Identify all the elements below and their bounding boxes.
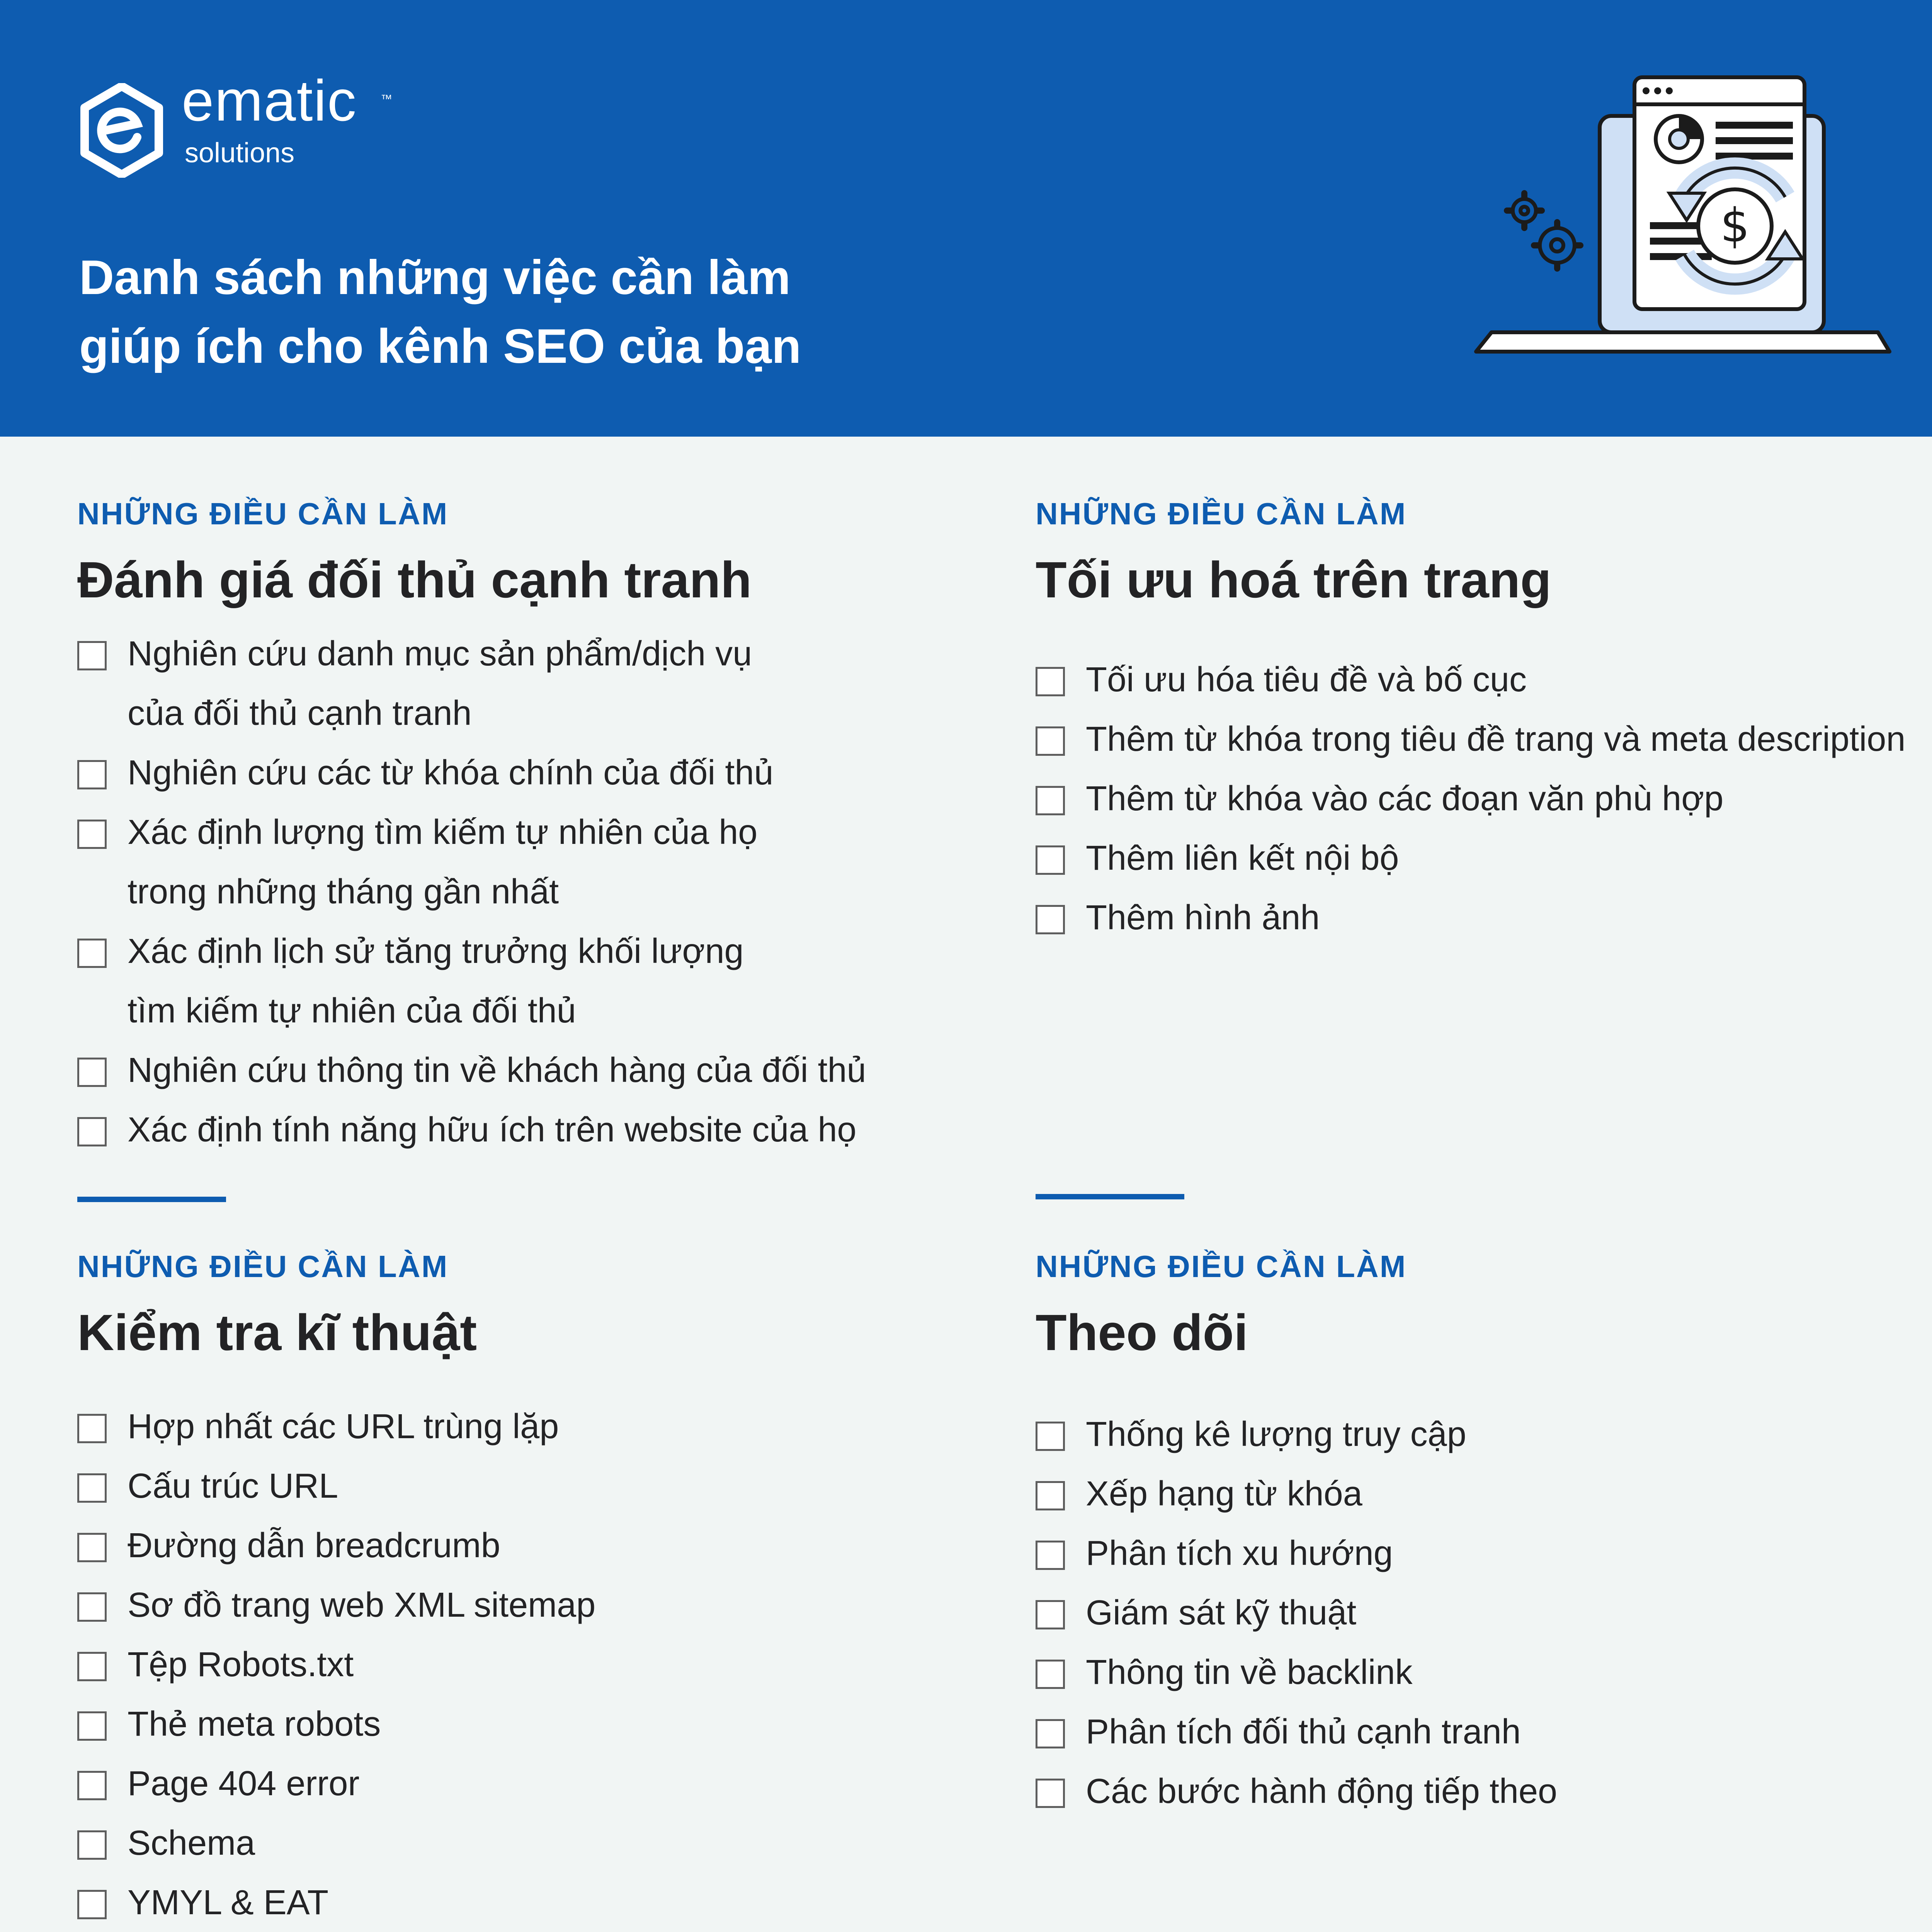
checkbox[interactable]	[77, 1414, 107, 1443]
checkbox[interactable]	[77, 1117, 107, 1146]
section-monitoring	[1036, 1251, 1557, 1821]
section-divider	[1036, 1194, 1184, 1199]
checkbox[interactable]	[77, 760, 107, 789]
checklist-item: Hợp nhất các URL trùng lặp	[77, 1397, 673, 1456]
section-title: Tối ưu hoá trên trang	[1036, 551, 1551, 608]
checklist-item: Page 404 error	[77, 1754, 673, 1813]
checkbox[interactable]	[77, 1890, 107, 1919]
checkbox[interactable]	[1036, 1779, 1065, 1808]
checklist-item: Xếp hạng từ khóa	[1036, 1464, 1557, 1524]
checklist-item: Schema	[77, 1813, 673, 1873]
checkbox[interactable]	[1036, 667, 1065, 696]
checklist	[77, 624, 866, 1160]
section-technical-audit	[77, 1251, 673, 1932]
checkbox[interactable]	[77, 1533, 107, 1562]
checkbox[interactable]	[1036, 905, 1065, 934]
checklist-item: Thêm từ khóa vào các đoạn văn phù hợp	[1036, 769, 1905, 828]
checkbox[interactable]	[1036, 1600, 1065, 1629]
laptop-analytics-illustration-icon	[1468, 70, 1901, 371]
checklist-item: Phân tích xu hướng	[1036, 1524, 1557, 1583]
checkbox[interactable]	[1036, 786, 1065, 815]
checkbox[interactable]	[77, 1830, 107, 1860]
page-title	[79, 243, 801, 381]
header-banner	[0, 0, 1932, 437]
brand-name: ematic	[182, 68, 357, 133]
checklist-item: Giám sát kỹ thuật	[1036, 1583, 1557, 1643]
checkbox[interactable]	[1036, 845, 1065, 875]
checklist-item: Nghiên cứu danh mục sản phẩm/dịch vụ của đối thủ cạnh tranh	[77, 624, 866, 743]
checklist-item: Thông tin về backlink	[1036, 1643, 1557, 1702]
section-competitor-analysis	[77, 498, 866, 1160]
checkbox[interactable]	[77, 1592, 107, 1622]
checkbox[interactable]	[77, 1711, 107, 1741]
checkbox[interactable]	[1036, 726, 1065, 756]
checkbox[interactable]	[77, 1473, 107, 1503]
checkbox[interactable]	[77, 641, 107, 670]
checklist-item: Phân tích đối thủ cạnh tranh	[1036, 1702, 1557, 1762]
checkbox[interactable]	[77, 820, 107, 849]
checklist-item: Xác định lượng tìm kiếm tự nhiên của họ trong những tháng gần nhất	[77, 803, 866, 922]
checklist-item: Sơ đồ trang web XML sitemap	[77, 1575, 673, 1635]
checkbox[interactable]	[77, 1771, 107, 1800]
ematic-logo-icon	[79, 83, 164, 178]
checklist-item: Thêm liên kết nội bộ	[1036, 828, 1905, 888]
checklist-item: Đường dẫn breadcrumb	[77, 1516, 673, 1575]
dollar-sign: $	[1720, 199, 1750, 253]
checklist	[77, 1397, 673, 1932]
checkbox[interactable]	[77, 1652, 107, 1681]
checklist-item: Tối ưu hóa tiêu đề và bố cục	[1036, 650, 1905, 709]
section-divider	[77, 1197, 226, 1202]
checklist-item: Thêm từ khóa trong tiêu đề trang và meta description	[1036, 709, 1905, 769]
checklist-item: Xác định lịch sử tăng trưởng khối lượng tìm kiếm tự nhiên của đối thủ	[77, 922, 866, 1041]
section-title: Theo dõi	[1036, 1304, 1248, 1361]
page-title-line: giúp ích cho kênh SEO của bạn	[79, 320, 801, 373]
section-eyebrow: NHỮNG ĐIỀU CẦN LÀM	[77, 497, 449, 531]
checkbox[interactable]	[1036, 1481, 1065, 1510]
section-on-page-optimization	[1036, 498, 1905, 947]
checkbox[interactable]	[1036, 1541, 1065, 1570]
section-title: Kiểm tra kĩ thuật	[77, 1304, 477, 1361]
section-eyebrow: NHỮNG ĐIỀU CẦN LÀM	[1036, 497, 1407, 531]
checkbox[interactable]	[77, 1058, 107, 1087]
checkbox[interactable]	[1036, 1660, 1065, 1689]
checklist	[1036, 1405, 1557, 1821]
checklist-item: YMYL & EAT	[77, 1873, 673, 1932]
checklist-item: Thẻ meta robots	[77, 1694, 673, 1754]
checklist-item: Nghiên cứu các từ khóa chính của đối thủ	[77, 743, 866, 803]
brand-subtitle: solutions	[185, 138, 295, 168]
checklist	[1036, 650, 1905, 947]
checkbox[interactable]	[1036, 1719, 1065, 1748]
section-title: Đánh giá đối thủ cạnh tranh	[77, 551, 752, 608]
section-eyebrow: NHỮNG ĐIỀU CẦN LÀM	[77, 1249, 449, 1284]
checklist-item: Thêm hình ảnh	[1036, 888, 1905, 947]
checklist-item: Cấu trúc URL	[77, 1456, 673, 1516]
checklist-item: Thống kê lượng truy cập	[1036, 1405, 1557, 1464]
brand-trademark: ™	[381, 93, 392, 105]
checkbox[interactable]	[1036, 1422, 1065, 1451]
checklist-item: Tệp Robots.txt	[77, 1635, 673, 1694]
checklist-item: Nghiên cứu thông tin về khách hàng của đối thủ	[77, 1041, 866, 1100]
section-eyebrow: NHỮNG ĐIỀU CẦN LÀM	[1036, 1249, 1407, 1284]
checkbox[interactable]	[77, 939, 107, 968]
page-title-line: Danh sách những việc cần làm	[79, 251, 791, 304]
checklist-item: Xác định tính năng hữu ích trên website của họ	[77, 1100, 866, 1160]
checklist-item: Các bước hành động tiếp theo	[1036, 1762, 1557, 1821]
